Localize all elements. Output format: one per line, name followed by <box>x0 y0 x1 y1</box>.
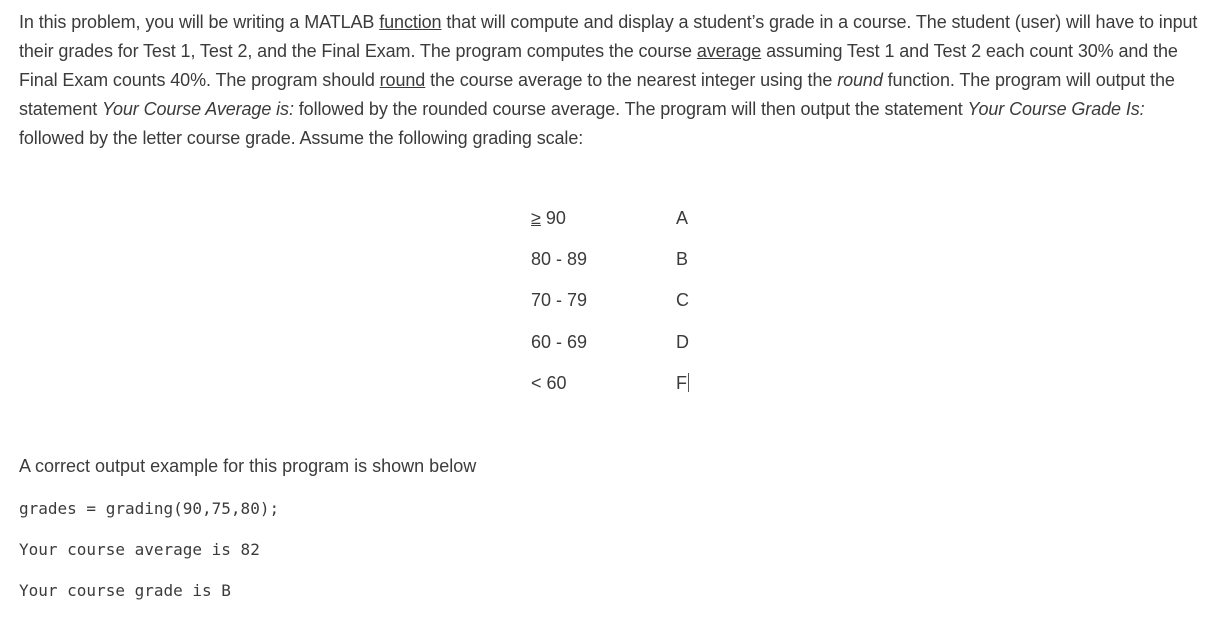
grading-scale-row <box>531 202 731 243</box>
problem-text-7: followed by the letter course grade. Assume the following grading scale: <box>19 128 584 148</box>
letter-grade: D <box>676 331 689 352</box>
letter-grade: B <box>676 249 689 270</box>
grade-range: 60 - 69 <box>531 331 588 352</box>
problem-text-1: In this problem, you will be writing a MATLAB <box>19 12 380 32</box>
example-intro: A correct output example for this program is shown below <box>19 456 477 476</box>
problem-text-5: function. The program will output the statement <box>19 70 1175 119</box>
grade-range: 80 - 89 <box>531 249 588 270</box>
text-cursor <box>688 373 689 392</box>
grading-scale-table <box>531 202 731 408</box>
grading-scale-row <box>531 243 731 284</box>
grading-scale-row <box>531 326 731 367</box>
grading-scale-row <box>531 367 731 408</box>
grade-range <box>531 208 566 229</box>
grade-range: < 60 <box>531 372 567 393</box>
grade-range-value: 90 <box>540 208 566 228</box>
letter-grade: A <box>676 208 689 228</box>
average-link[interactable]: average <box>696 41 762 61</box>
problem-text-2: that will compute and display a student’s grade in a course. The student (user) will have to input their grades for Test 1, Test 2, and the Final Exam. The program computes the course <box>19 12 1198 61</box>
course-average-statement: Your Course Average is: <box>102 99 294 119</box>
grade-range: 70 - 79 <box>531 290 588 311</box>
code-line-average-output: Your course average is 82 <box>19 540 260 559</box>
letter-grade-value: F <box>676 372 687 393</box>
problem-text-3: assuming Test 1 and Test 2 each count 30% and the Final Exam counts 40%. The program should <box>19 41 1178 90</box>
problem-text-4: the course average to the nearest integer using the <box>425 70 838 90</box>
round-link[interactable]: round <box>379 70 426 90</box>
grading-scale-row <box>531 284 731 325</box>
code-line-grade-output: Your course grade is B <box>19 581 231 600</box>
problem-statement <box>19 8 1199 153</box>
function-link[interactable]: function <box>379 12 442 32</box>
round-emphasis: round <box>837 70 883 90</box>
letter-grade: C <box>676 290 689 311</box>
problem-text-6: followed by the rounded course average. The program will then output the statement <box>293 99 968 119</box>
letter-grade <box>676 373 689 394</box>
code-line-command: grades = grading(90,75,80); <box>19 499 280 518</box>
greater-equal-symbol: ≥ <box>531 208 541 228</box>
course-grade-statement: Your Course Grade Is: <box>967 99 1145 119</box>
